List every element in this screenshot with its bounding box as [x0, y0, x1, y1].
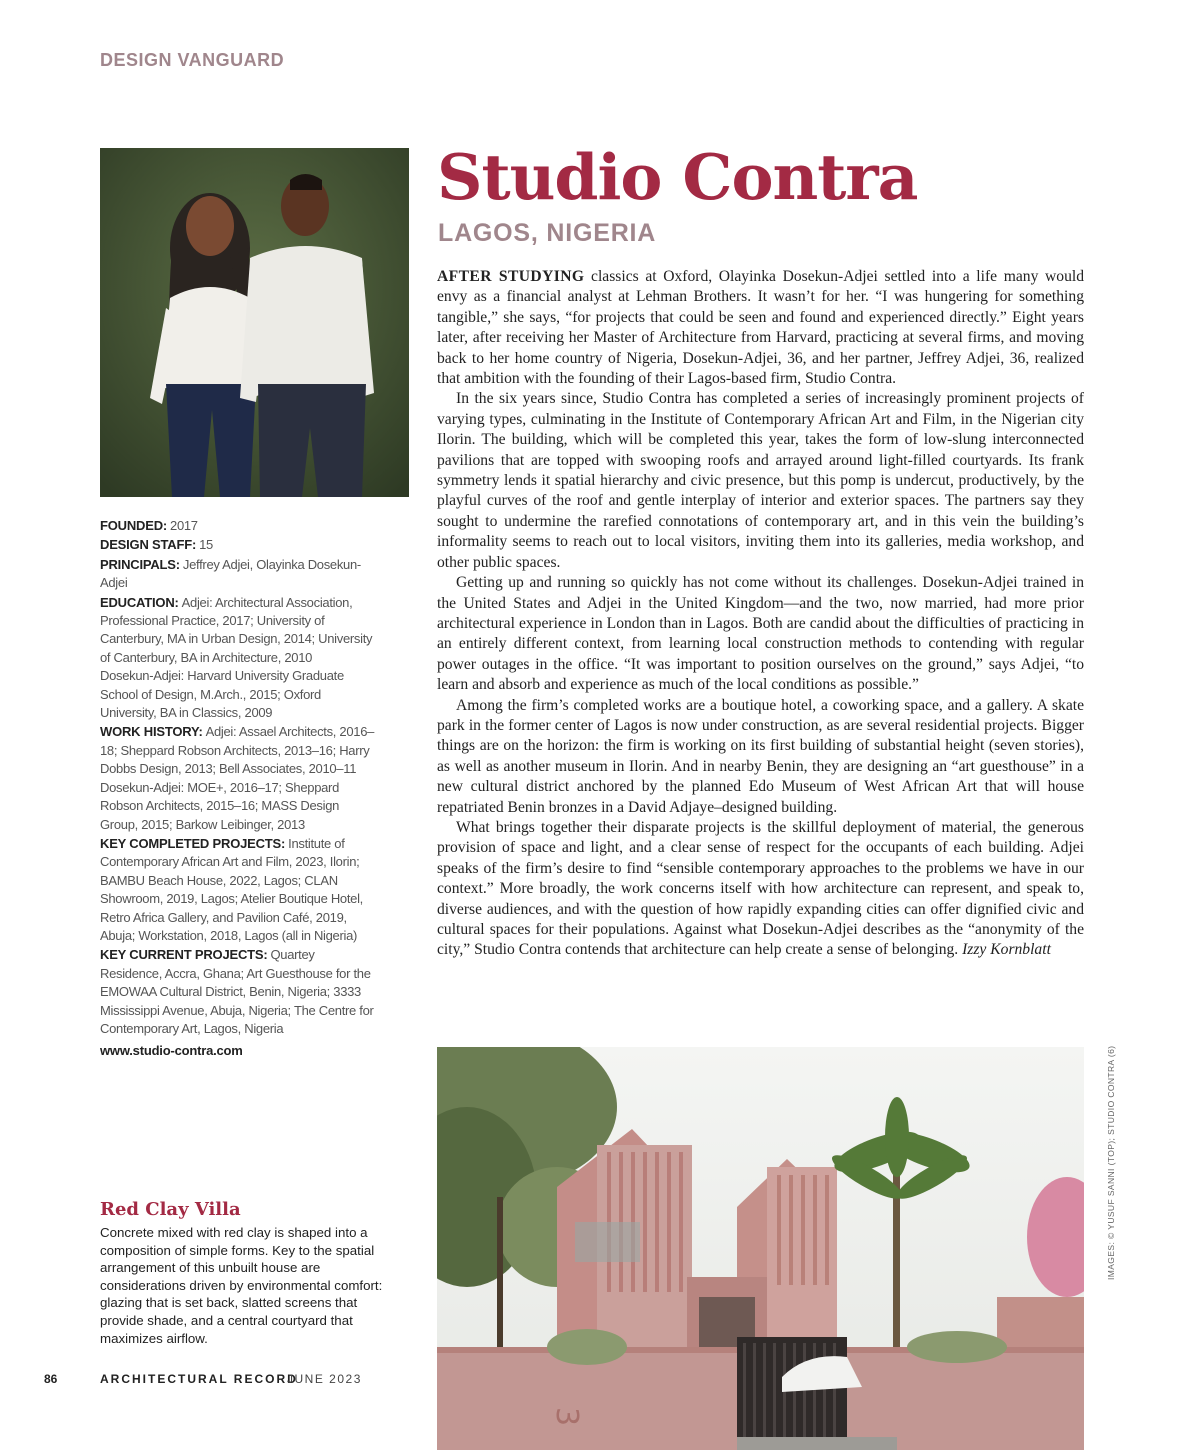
article-paragraph: Among the firm’s completed works are a boutique hotel, a coworking space, and a gallery. A skate park in the former center of Lagos is now under construction, as are several residential projects. Bigger things are on the horizon: the firm is working on its first building of substantial height (seven stories), as well as another museum in Ilorin. And in nearby Benin, they are designing an “art guesthouse” in a new cultural district anchored by the planned Edo Museum of West African Art that will house repatriated Benin bronzes in a David Adjaye–designed building.	[437, 696, 1084, 816]
publication-name: ARCHITECTURAL RECORD	[100, 1372, 298, 1386]
fact-work-history	[100, 723, 375, 833]
photo-credit-text: IMAGES: © YUSUF SANNI (TOP); STUDIO CONTRA (6)	[1106, 1045, 1116, 1280]
caption-text: Concrete mixed with red clay is shaped into a composition of simple forms. Key to the spatial arrangement of this unbuilt house are considerations driven by environmental comfort: glazing that is set back, slatted screens that provide shade, and a central courtyard that maximizes airflow.	[100, 1225, 383, 1346]
fact-founded	[100, 517, 375, 535]
fact-label: DESIGN STAFF:	[100, 537, 197, 553]
article-paragraph-text: classics at Oxford, Olayinka Dosekun-Adjei settled into a life many would envy as a financial analyst at Lehman Brothers. It wasn’t for her. “I was hungering for something tangible,” she says, “for projects that could be seen and found and experienced directly.” Eight years later, after receiving her Master of Architecture from Harvard, practicing at several firms, and moving back to her home country of Nigeria, Dosekun-Adjei, 36, and her partner, Jeffrey Adjei, 36, realized that ambition with the founding of their Lagos-based firm, Studio Contra.	[437, 268, 1084, 388]
fact-value: Quartey Residence, Accra, Ghana; Art Guesthouse for the EMOWAA Cultural District, Benin, Nigeria; 3333 Mississippi Avenue, Abuja, Nigeria; The Centre for Contemporary Art, Lagos, Nigeria	[100, 947, 374, 1036]
article-body	[437, 267, 1084, 961]
fact-design-staff	[100, 536, 375, 554]
fact-education	[100, 594, 375, 723]
page-number: 86	[44, 1372, 58, 1386]
principals-portrait-photo	[100, 148, 409, 497]
article-paragraph: In the six years since, Studio Contra has completed a series of increasingly prominent projects of varying types, culminating in the Institute of Contemporary African Art and Film, in the Nigerian city Ilorin. The building, which will be completed this year, takes the form of low-slung interconnected pavilions that are topped with swooping roofs and arrayed around light-filled courtyards. Its frank symmetry lends it spatial hierarchy and civic presence, but this pomp is undercut, productively, by the playful curves of the roof and gentle interplay of interior and exterior spaces. The partners say they sought to undermine the rarefied connotations of contemporary art, and in this vein the building’s informality seems to reach out to local visitors, inviting them into its galleries, media workshop, and other public spaces.	[437, 390, 1084, 571]
fact-principals	[100, 556, 375, 593]
article-paragraph	[437, 267, 1084, 389]
article-paragraph: Getting up and running so quickly has not come without its challenges. Dosekun-Adjei trained in the United States and Adjei in the United Kingdom—and the two, now married, had more prior architectural experience in London than in Lagos. Both are candid about the difficulties of practicing in an entirely different context, from learning local construction methods to contending with regular power outages in the office. “It was important to position ourselves on the ground,” says Adjei, “to learn and absorb and experience as much of the local conditions as possible.”	[437, 574, 1084, 694]
fact-label: WORK HISTORY:	[100, 724, 203, 740]
firm-facts-sidebar	[100, 517, 375, 1061]
issue-date: JUNE 2023	[287, 1372, 362, 1386]
fact-current-projects	[100, 946, 375, 1038]
section-label: DESIGN VANGUARD	[100, 50, 285, 70]
fact-label: PRINCIPALS:	[100, 556, 180, 572]
fact-value: Dosekun-Adjei: MOE+, 2016–17; Sheppard Robson Architects, 2015–16; MASS Design Group, 2015; Barkow Leibinger, 2013	[100, 779, 340, 832]
website-link[interactable]: www.studio-contra.com	[100, 1043, 243, 1059]
fact-label: KEY COMPLETED PROJECTS:	[100, 835, 286, 851]
fact-completed-projects	[100, 835, 375, 945]
article-paragraph-text: What brings together their disparate projects is the skillful deployment of material, the generous provision of space and light, and a clear sense of respect for the occupants of each building. Adjei speaks of the firm’s desire to find “sensible contemporary approaches to the problems we have in our context.” More broadly, the work concerns itself with how architecture can represent, and speak to, diverse audiences, and with the question of how rapidly expanding cities can offer dignified civic and cultural spaces for their populations. Against what Dosekun-Adjei describes as the “anonymity of the city,” Studio Contra contends that architecture can help create a sense of belonging.	[437, 818, 1084, 959]
fact-value: Adjei: Assael Architects, 2016–18; Sheppard Robson Architects, 2013–16; Harry Dobbs Design, 2013; Bell Associates, 2010–11	[100, 724, 375, 777]
fact-label: KEY CURRENT PROJECTS:	[100, 947, 268, 963]
article-paragraph	[437, 818, 1084, 961]
red-clay-villa-rendering	[437, 1047, 1084, 1450]
article-lead-in: AFTER STUDYING	[437, 268, 585, 285]
fact-label: FOUNDED:	[100, 518, 168, 533]
photo-credit	[1106, 1045, 1118, 1410]
fact-label: EDUCATION:	[100, 594, 179, 610]
fact-value: Jeffrey Adjei, Olayinka Dosekun-Adjei	[100, 556, 361, 591]
fact-value: Institute of Contemporary African Art and Film, 2023, Ilorin; BAMBU Beach House, 2022, Lagos; CLAN Showroom, 2019, Lagos; Atelier Boutique Hotel, Retro Africa Gallery, and Pavilion Café, 2019, Abuja; Workstation, 2018, Lagos (all in Nigeria)	[100, 835, 363, 943]
article-byline: Izzy Kornblatt	[962, 941, 1051, 959]
caption-title: Red Clay Villa	[100, 1199, 241, 1220]
fact-value: 15	[199, 537, 213, 553]
fact-value: 2017	[170, 518, 198, 533]
fact-value: Adjei: Architectural Association, Professional Practice, 2017; University of Canterbury, MA in Urban Design, 2014; University of Canterbury, BA in Architecture, 2010	[100, 594, 373, 665]
page-title: Studio Contra	[437, 140, 918, 214]
location-subtitle: LAGOS, NIGERIA	[438, 219, 657, 247]
fact-value: Dosekun-Adjei: Harvard University Graduate School of Design, M.Arch., 2015; Oxford University, BA in Classics, 2009	[100, 668, 344, 721]
house-number: 3	[549, 1407, 584, 1427]
